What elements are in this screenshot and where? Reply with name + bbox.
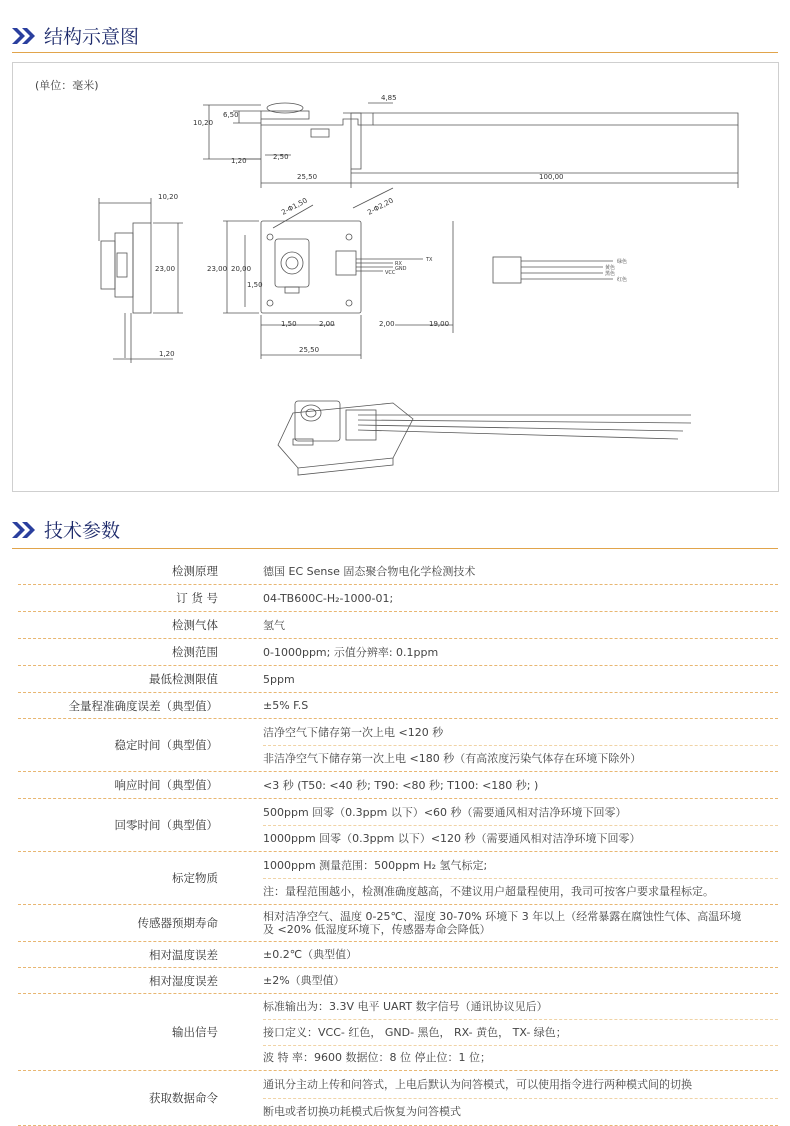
spec-subdivider (263, 1098, 778, 1099)
dim-1-50-horz: 1,50 (281, 320, 297, 328)
spec-value: 04-TB600C-H₂-1000-01; (263, 591, 394, 605)
spec-value: 0-1000ppm; 示值分辨率: 0.1ppm (263, 645, 439, 659)
spec-value: 标准输出为：3.3V 电平 UART 数字信号（通讯协议见后） (263, 1000, 548, 1014)
structure-title: 结构示意图 (44, 26, 140, 48)
pin-rx: RX (395, 261, 402, 267)
structure-section-header (10, 22, 139, 49)
dim-2-50: 2,50 (273, 153, 289, 161)
spec-row (18, 693, 778, 719)
structure-diagram-panel (12, 62, 779, 492)
spec-value: 洁净空气下储存第一次上电 <120 秒 (263, 725, 444, 739)
dim-1-20-bottom: 1,20 (159, 350, 175, 358)
spec-subdivider (263, 825, 778, 826)
spec-value: 1000ppm 测量范围：500ppm H₂ 氢气标定; (263, 858, 488, 872)
spec-subdivider (263, 878, 778, 879)
spec-row (18, 612, 778, 639)
spec-row (18, 666, 778, 693)
spec-label: 订 货 号 (176, 591, 218, 605)
hole-2-20: 2-Φ2,20 (366, 196, 395, 217)
double-chevron-icon (10, 26, 38, 46)
dim-4-85: 4,85 (381, 94, 397, 102)
spec-value: 非洁净空气下储存第一次上电 <180 秒（有高浓度污染气体存在环境下除外） (263, 751, 642, 765)
pin-tx: TX (426, 257, 433, 263)
dim-25-50-side: 25,50 (297, 173, 318, 181)
spec-label: 获取数据命令 (149, 1091, 218, 1105)
spec-label: 回零时间（典型值） (114, 818, 218, 832)
hole-1-50: 2-Φ1,50 (280, 196, 309, 217)
spec-table (18, 558, 778, 1126)
unit-note: (单位：毫米) (35, 79, 99, 92)
double-chevron-icon (10, 520, 38, 540)
spec-row (18, 639, 778, 666)
wire-yellow: 黄色 (605, 265, 616, 271)
spec-value: 1000ppm 回零（0.3ppm 以下）<120 秒（需要通风相对洁净环境下回零） (263, 831, 641, 845)
spec-value: 相对洁净空气、温度 0-25℃、湿度 30-70% 环境下 3 年以上（经常暴露在腐蚀性气体、高温环境 (263, 910, 742, 923)
dim-19-00: 19,00 (429, 320, 450, 328)
spec-value: 注：量程范围越小，检测准确度越高，不建议用户超量程使用，我司可按客户要求量程标定。 (263, 884, 714, 898)
spec-row (18, 852, 778, 905)
spec-value: ±0.2℃（典型值） (263, 948, 358, 961)
spec-value: 接口定义：VCC- 红色， GND- 黑色， RX- 黄色， TX- 绿色； (263, 1025, 567, 1039)
dim-6-50: 6,50 (223, 111, 239, 119)
spec-row (18, 719, 778, 772)
spec-label: 最低检测限值 (149, 672, 218, 686)
spec-value: 断电或者切换功耗模式后恢复为问答模式 (263, 1105, 461, 1118)
dim-20-00: 20,00 (231, 265, 252, 273)
spec-label: 输出信号 (172, 1025, 218, 1039)
pin-vcc: VCC (385, 270, 396, 276)
spec-row (18, 994, 778, 1071)
spec-label: 相对湿度误差 (149, 973, 218, 988)
spec-value: 氢气 (263, 618, 285, 632)
spec-label: 稳定时间（典型值） (114, 738, 218, 752)
spec-value: ±2%（典型值） (263, 974, 345, 987)
wire-green: 绿色 (617, 259, 628, 265)
spec-value: 5ppm (263, 672, 295, 686)
spec-value: 及 <20% 低湿度环境下，传感器寿命会降低） (263, 923, 491, 936)
spec-row (18, 942, 778, 968)
spec-label: 检测气体 (172, 618, 218, 632)
section-divider (12, 52, 778, 53)
dim-100-00: 100,00 (539, 173, 564, 181)
wire-black: 黑色 (605, 271, 616, 277)
spec-value: 德国 EC Sense 固态聚合物电化学检测技术 (263, 564, 476, 578)
spec-row (18, 558, 778, 585)
params-title: 技术参数 (44, 520, 121, 542)
spec-row (18, 799, 778, 852)
spec-row (18, 585, 778, 612)
spec-label: 响应时间（典型值） (114, 778, 218, 792)
spec-subdivider (263, 745, 778, 746)
spec-label: 标定物质 (172, 871, 218, 885)
params-section-header (10, 516, 120, 543)
spec-value: 波 特 率：9600 数据位：8 位 停止位：1 位； (263, 1050, 491, 1064)
spec-label: 检测原理 (172, 564, 218, 578)
dim-23-00-left: 23,00 (155, 265, 176, 273)
spec-label: 检测范围 (172, 645, 218, 659)
wire-red: 红色 (617, 277, 628, 283)
spec-subdivider (263, 1019, 778, 1020)
spec-value: 通讯分主动上传和问答式，上电后默认为问答模式，可以使用指令进行两种模式间的切换 (263, 1078, 692, 1091)
dim-2-00-b: 2,00 (379, 320, 395, 328)
spec-value: 500ppm 回零（0.3ppm 以下）<60 秒（需要通风相对洁净环境下回零） (263, 805, 627, 819)
spec-value: <3 秒 (T50: <40 秒; T90: <80 秒; T100: <180 秒; ) (263, 778, 539, 792)
spec-label: 全量程准确度误差（典型值） (68, 698, 218, 713)
section-divider (12, 548, 778, 549)
spec-label: 相对温度误差 (149, 947, 218, 962)
dim-1-50-vert: 1,50 (247, 281, 263, 289)
spec-row (18, 1071, 778, 1126)
dim-10-20-side: 10,20 (193, 119, 214, 127)
technical-drawing (13, 63, 778, 491)
dim-1-20-side: 1,20 (231, 157, 247, 165)
spec-label: 传感器预期寿命 (137, 916, 218, 930)
spec-row (18, 772, 778, 799)
dim-23-00-top: 23,00 (207, 265, 228, 273)
dim-10-20-left: 10,20 (158, 193, 179, 201)
dim-2-00-a: 2,00 (319, 320, 335, 328)
spec-row (18, 968, 778, 994)
spec-row (18, 905, 778, 942)
dim-25-50-bottom: 25,50 (299, 346, 320, 354)
pin-gnd: GND (395, 266, 407, 272)
spec-value: ±5% F.S (263, 699, 309, 712)
spec-subdivider (263, 1045, 778, 1046)
